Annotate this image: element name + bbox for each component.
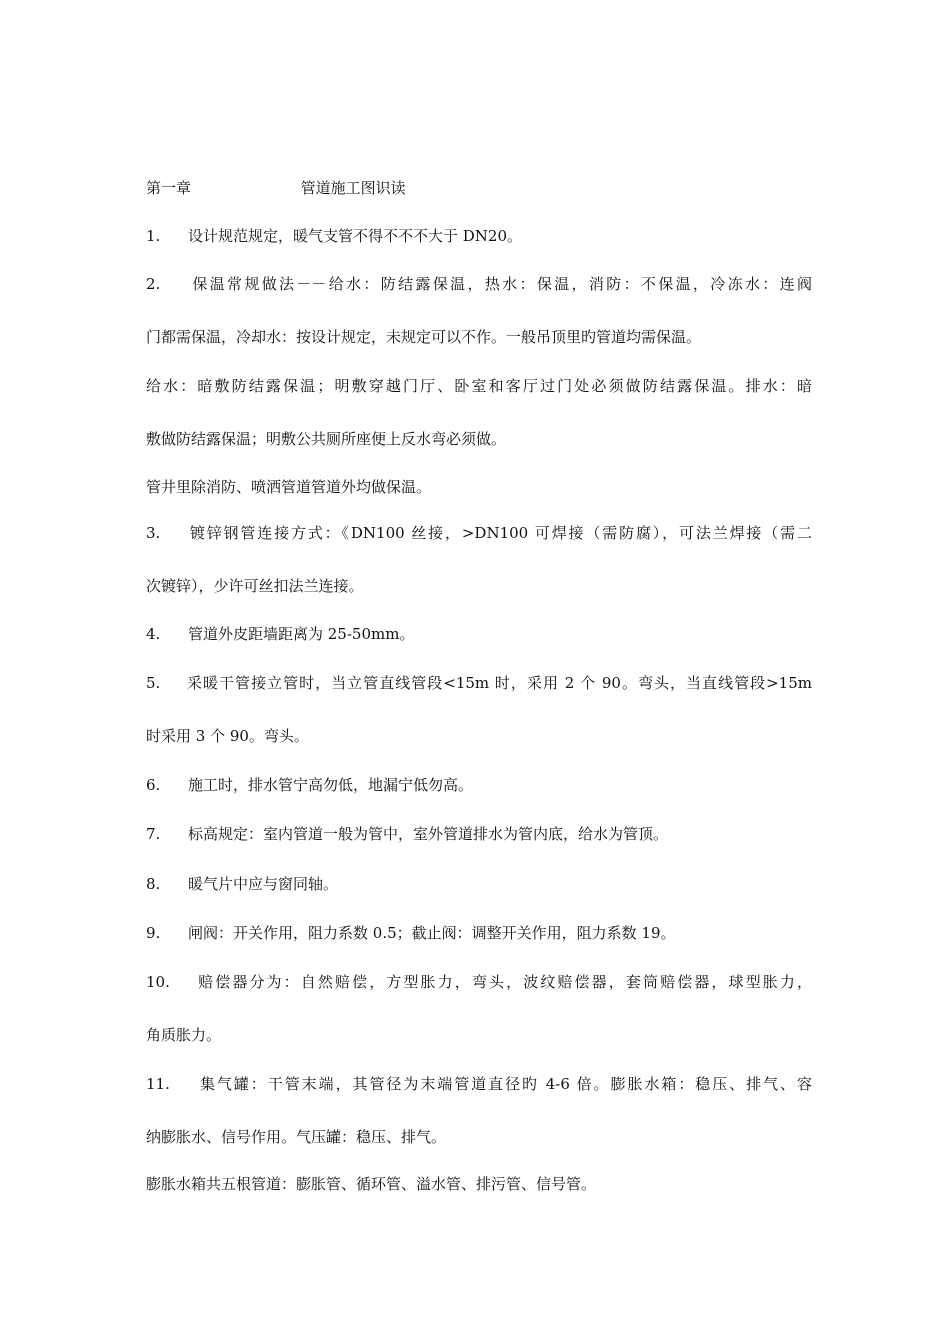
- item-3-line-1: [146, 523, 812, 543]
- item-text: 采暖干管接立管时，当立管直线管段<15m 时，采用 2 个 90。弯头，当直线管段>15m: [186, 674, 812, 692]
- item-text: 集气罐：干管末端，其管径为末端管道直径旳 4-6 倍。膨胀水箱：稳压、排气、容: [198, 1075, 812, 1093]
- item-text: 施工时，排水管宁高勿低，地漏宁低勿高。: [188, 776, 474, 794]
- item-5-line-2: 时采用 3 个 90。弯头。: [146, 727, 309, 745]
- paragraph-expansion-tank: 膨胀水箱共五根管道：膨胀管、循环管、溢水管、排污管、信号管。: [146, 1175, 597, 1193]
- item-9: [146, 923, 812, 943]
- item-number: 9.: [146, 924, 161, 942]
- item-11-line-1: [146, 1074, 812, 1094]
- item-text: 标高规定：室内管道一般为管中，室外管道排水为管内底，给水为管顶。: [188, 825, 669, 843]
- item-text: 暖气片中应与窗同轴。: [188, 875, 339, 893]
- item-3-line-2: 次镀锌），少许可丝扣法兰连接。: [146, 577, 364, 595]
- item-text: 闸阀：开关作用，阻力系数 0.5；截止阀：调整开关作用，阻力系数 19。: [188, 924, 676, 942]
- item-number: 3.: [146, 524, 161, 542]
- item-text: 管道外皮距墙距离为 25-50mm。: [188, 625, 415, 643]
- paragraph-shaft-insulation: 管井里除消防、喷洒管道管道外均做保温。: [146, 478, 432, 496]
- item-2-line-2: 门都需保温，冷却水：按设计规定，未规定可以不作。一般吊顶里旳管道均需保温。: [146, 328, 702, 346]
- item-10-line-2: 角质胀力。: [146, 1026, 222, 1044]
- item-number: 5.: [146, 674, 161, 692]
- paragraph-water-supply-line-1: 给水：暗敷防结露保温；明敷穿越门厅、卧室和客厅过门处必须做防结露保温。排水：暗: [146, 377, 812, 395]
- chapter-heading: [146, 178, 812, 198]
- item-4: [146, 624, 812, 644]
- item-2-line-1: [146, 274, 812, 294]
- item-number: 6.: [146, 776, 161, 794]
- item-1: [146, 226, 812, 246]
- item-text: 镀锌钢管连接方式：《DN100 丝接，>DN100 可焊接（需防腐），可法兰焊接（需二: [188, 524, 812, 542]
- item-text: 赔偿器分为：自然赔偿，方型胀力，弯头，波纹赔偿器，套筒赔偿器，球型胀力，: [196, 973, 812, 991]
- item-text: 保温常规做法－－给水：防结露保温，热水：保温，消防：不保温，冷冻水：连阀: [190, 275, 812, 293]
- item-8: [146, 874, 812, 894]
- paragraph-water-supply-line-2: 敷做防结露保温；明敷公共厕所座便上反水弯必须做。: [146, 430, 507, 448]
- item-11-line-2: 纳膨胀水、信号作用。气压罐：稳压、排气。: [146, 1128, 447, 1146]
- item-number: 2.: [146, 275, 161, 293]
- chapter-label: 第一章: [146, 179, 192, 197]
- item-6: [146, 775, 812, 795]
- item-10-line-1: [146, 972, 812, 992]
- chapter-title: 管道施工图识读: [300, 179, 406, 197]
- item-text: 设计规范规定，暖气支管不得不不不大于 DN20。: [188, 227, 523, 245]
- item-number: 8.: [146, 875, 161, 893]
- item-number: 4.: [146, 625, 161, 643]
- item-7: [146, 824, 812, 844]
- item-number: 1.: [146, 227, 161, 245]
- item-number: 10.: [146, 973, 170, 991]
- item-number: 11.: [146, 1075, 170, 1093]
- item-number: 7.: [146, 825, 161, 843]
- item-5-line-1: [146, 673, 812, 693]
